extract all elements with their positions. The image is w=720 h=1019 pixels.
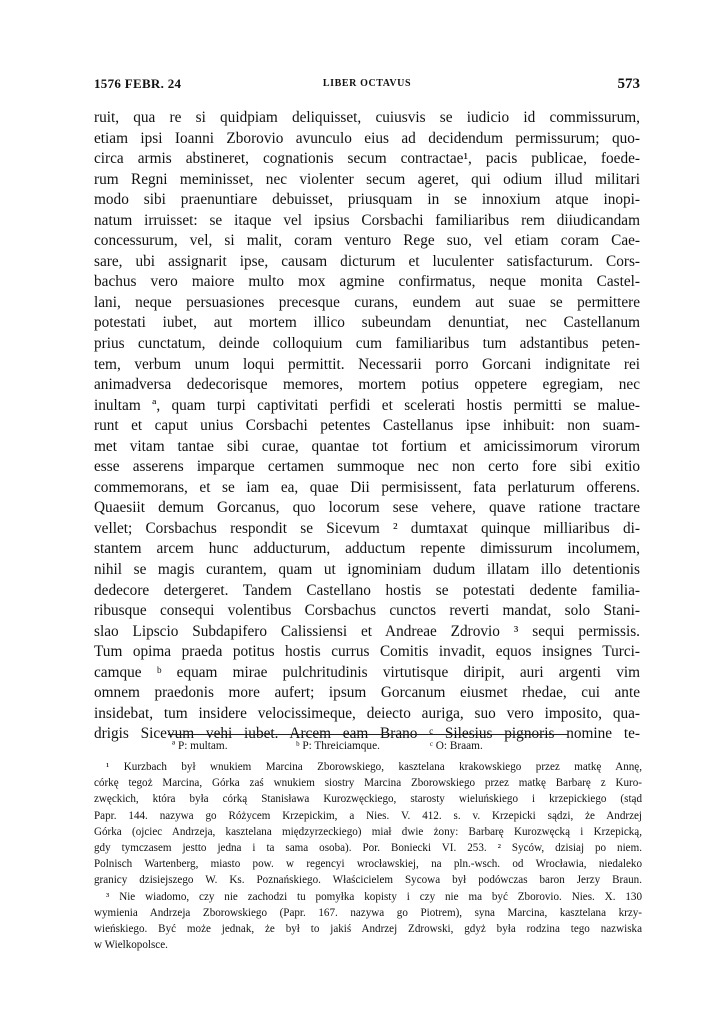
running-head <box>94 76 640 98</box>
text-line: circa armis abstineret, cognationis secum contractae¹, pacis publicae, foede- <box>94 150 640 168</box>
text-line: slao Lipscio Subdapifero Calissiensi et Andreae Zdrovio ³ sequi permissis. <box>94 622 640 640</box>
text-line: met vitam tantae sibi curae, quantae tot fortium et amicissimorum virorum <box>94 437 640 455</box>
main-text <box>94 108 640 745</box>
footnote-line: ³ Nie wiadomo, czy nie zachodzi tu pomyłka kopisty i czy nie ma być Zborovio. Nies. X. 130 <box>106 890 642 903</box>
text-line: natum irruisset: se itaque vel ipsius Corsbachi familiaribus rem diiudicandam <box>94 211 640 229</box>
footnote-line: zwęckich, która była córką Stanisława Kurozwęckiego, starosty wieluńskiego i krzepickiego (stąd <box>94 793 642 806</box>
text-line: camque ᵇ equam mirae pulchritudinis virtutisque diripit, auri argenti vim <box>94 663 640 681</box>
text-line: bachus vero maiore multo mox agmine confirmatus, neque monita Castel- <box>94 273 640 291</box>
apparatus-note-a: ª P: multam. <box>172 740 228 752</box>
footnote-line: w Wielkopolsce. <box>94 939 168 952</box>
footnote-separator <box>168 734 568 735</box>
text-line: nihil se magis curantem, quam ut ignominiam dudum illatam illo detentionis <box>94 561 640 579</box>
footnote-line: córkę tegoż Marcina, Górka zaś wnukiem siostry Marcina Zborowskiego przez matkę Barbarę z Kuro- <box>94 777 642 790</box>
text-line: drigis Sicevum vehi iubet. Arcem eam Brano ᶜ Silesius pignoris nomine te- <box>94 725 640 743</box>
footnotes <box>94 759 642 953</box>
header-date: 1576 FEBR. 24 <box>94 76 182 91</box>
page-number: 573 <box>617 76 640 92</box>
text-line: prius cunctatum, deinde colloquium cum familiaribus tum adstantibus peten- <box>94 335 640 353</box>
footnote-line: gdy tymczasem jestto jedna i ta sama osoba). Por. Boniecki VI. 253. ² Syców, dzisiaj po niem. <box>94 841 642 854</box>
text-line: ruit, qua re si quidpiam deliquisset, cuiusvis se iudicio id commissurum, <box>94 109 640 126</box>
footnote-line: Papr. 144. nazywa go Różycem Krzepickim, a Nies. V. 412. s. v. Krzepicki sądzi, że Andrzej <box>94 809 642 822</box>
text-line: dedecore detergeret. Tandem Castellano hostis se potestati dedente familia- <box>94 581 640 599</box>
text-line: sare, ubi assignarit ipse, causam dicturum et luculenter satisfacturum. Cors- <box>94 252 640 270</box>
text-line: tem, verbum unum loqui permittit. Necessarii porro Gorcani indignitate rei <box>94 355 640 373</box>
apparatus-note-c: ᶜ O: Braam. <box>430 740 483 752</box>
footnote-line: Górka (ojciec Andrzeja, kasztelana międzyrzeckiego) miał dwie żony: Barbarę Kurozwęcką i Krzepicką, <box>94 825 642 838</box>
text-line: omnem praedonis more aufert; ipsum Gorcanum eiusmet rhedae, cui ante <box>94 684 640 702</box>
critical-apparatus <box>168 738 568 754</box>
apparatus-note-b: ᵇ P: Threiciamque. <box>296 740 380 752</box>
text-line: Tum opima praeda potitus hostis currus Comitis invadit, equos insignes Turci- <box>94 643 640 661</box>
text-line: modo sibi praenuntiare debuisset, priusquam in se innoxium atque inopi- <box>94 191 640 209</box>
text-line: rum Regni meminisset, nec violenter secum ageret, qui odium illud militari <box>94 170 640 188</box>
footnote-line: wieńskiego. Być może jednak, że był to jakiś Andrzej Zdrowski, gdyż była rodzina tego nazwiska <box>94 922 642 935</box>
text-line: vellet; Corsbachus respondit se Sicevum ² dumtaxat quinque milliaribus di- <box>94 519 640 537</box>
footnote-line: granicy dzisiejszego W. Ks. Poznańskiego. Właścicielem Sycowa był podówczas baron Jerzy Braun. <box>94 874 642 887</box>
text-line: concessurum, vel, si malit, coram venturo Rege suo, vel etiam coram Cae- <box>94 232 640 250</box>
text-line: potestati iubet, aut mortem illico subeundam denuntiat, nec Castellanum <box>94 314 640 332</box>
footnote-line: ¹ Kurzbach był wnukiem Marcina Zborowskiego, kasztelana krakowskiego przez matkę Annę, <box>106 761 642 773</box>
footnote-line: wymienia Andrzeja Zborowskiego (Papr. 167. nazywa go Piotrem), syna Marcina, kasztelana krzy- <box>94 906 642 919</box>
text-line: ribusque consequi volentibus Corsbachus cunctos reverti mandat, solo Stani- <box>94 602 640 620</box>
text-line: esse asserens imparque certamen summoque nec non certo fore sibi exitio <box>94 458 640 476</box>
text-line: lani, neque persuasiones precesque curans, eundem aut suae se permittere <box>94 293 640 311</box>
text-line: stantem arcem hunc adducturum, adductum repente dimissurum incolumem, <box>94 540 640 558</box>
text-line: animadversa dedecorisque memores, mortem potius oppetere egregiam, nec <box>94 376 640 394</box>
text-line: Quaesiit demum Gorcanus, quo locorum sese vehere, quave ratione tractare <box>94 499 640 517</box>
footnote-line: Polnisch Wartenberg, miasto pow. w regencyi wrocławskiej, na pln.-wsch. od Wrocławia, niedaleko <box>94 858 642 871</box>
header-book-title: LIBER OCTAVUS <box>322 78 412 89</box>
text-line: inultam ª, quam turpi captivitati perfidi et scelerati hostis permitti se malue- <box>94 396 640 414</box>
text-line: runt et caput unius Corsbachi petentes Castellanus ipse inhibuit: non suam- <box>94 417 640 435</box>
text-line: etiam ipsi Ioanni Zborovio avunculo eius ad decidendum permissurum; quo- <box>94 129 640 147</box>
text-line: commemorans, et se iam ea, quae Dii permisissent, fata perlaturum offerens. <box>94 478 640 496</box>
text-line: insidebat, tum insidere velocissimeque, deiecto auriga, suo vero imposito, qua- <box>94 704 640 722</box>
